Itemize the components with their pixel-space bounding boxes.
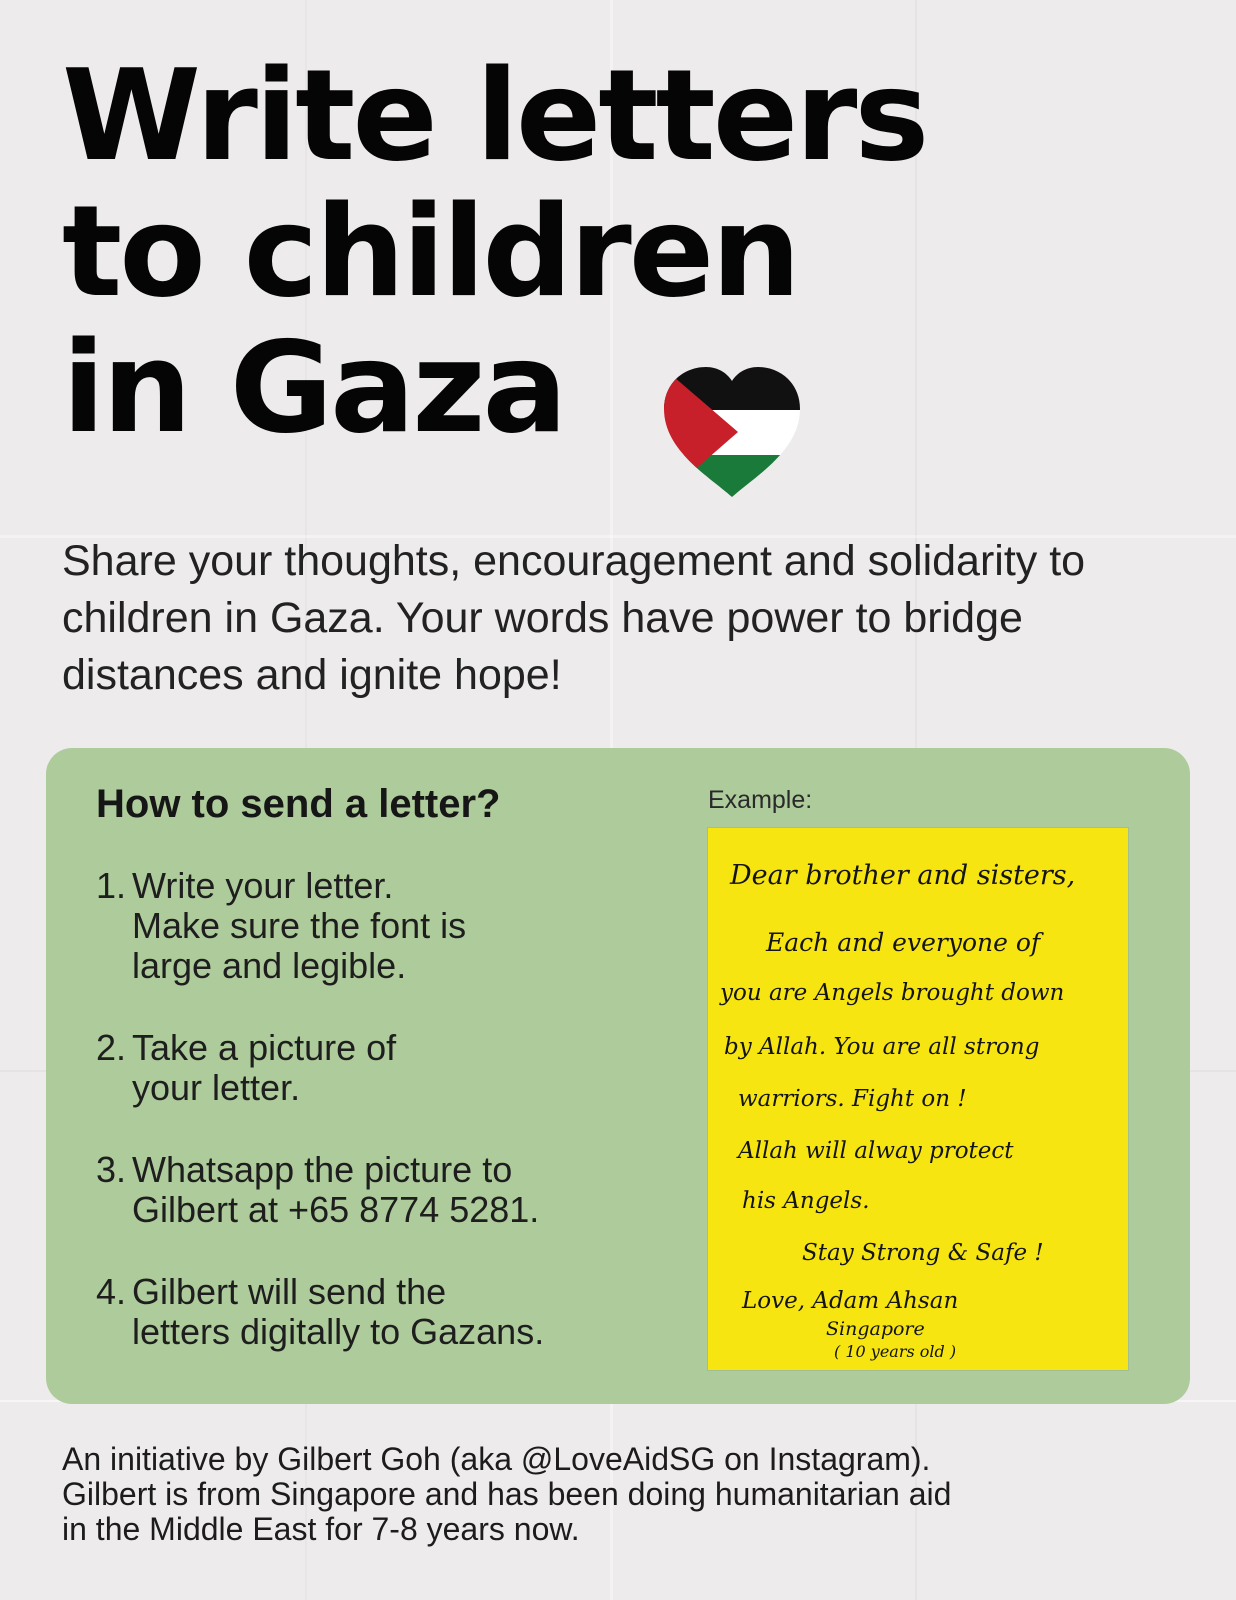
letter-line: Singapore (826, 1318, 925, 1340)
headline-line-1: Write letters (62, 42, 927, 189)
step-item (96, 1150, 666, 1230)
step-item (96, 1272, 666, 1352)
letter-line: Stay Strong & Safe ! (802, 1240, 1044, 1266)
letter-line: Allah will alway protect (738, 1138, 1014, 1164)
letter-line: Each and everyone of (766, 928, 1041, 957)
panel-title: How to send a letter? (96, 782, 501, 826)
letter-line: warriors. Fight on ! (738, 1086, 967, 1112)
letter-line: ( 10 years old ) (834, 1342, 957, 1361)
step-text: Write your letter. (132, 865, 394, 906)
headline-line-2: to children (62, 178, 798, 325)
step-text: Take a picture of (132, 1027, 397, 1068)
step-number: 3. (96, 1149, 127, 1190)
step-number: 4. (96, 1271, 127, 1312)
step-text: your letter. (132, 1067, 301, 1108)
step-text: Whatsapp the picture to (132, 1149, 513, 1190)
footer-line: in the Middle East for 7-8 years now. (62, 1511, 580, 1547)
step-text: large and legible. (132, 945, 407, 986)
headline-line-3: in Gaza (62, 314, 565, 461)
step-number: 1. (96, 865, 127, 906)
step-text: Make sure the font is (132, 905, 467, 946)
letter-line: his Angels. (742, 1188, 870, 1214)
step-text: letters digitally to Gazans. (132, 1311, 545, 1352)
palestine-flag-heart-icon (660, 365, 804, 500)
instructions-panel (46, 748, 1190, 1404)
letter-line: Dear brother and sisters, (730, 860, 1076, 891)
step-item (96, 1028, 666, 1108)
example-letter-photo (708, 828, 1128, 1370)
example-label: Example: (708, 786, 813, 814)
letter-line: Love, Adam Ahsan (742, 1288, 959, 1314)
footer-line: An initiative by Gilbert Goh (aka @LoveAidSG on Instagram). (62, 1441, 931, 1477)
step-text: Gilbert will send the (132, 1271, 447, 1312)
footer-line: Gilbert is from Singapore and has been doing humanitarian aid (62, 1476, 952, 1512)
letter-line: by Allah. You are all strong (724, 1034, 1040, 1060)
letter-line: you are Angels brought down (720, 980, 1065, 1006)
intro-text: Share your thoughts, encouragement and solidarity to children in Gaza. Your words have power to bridge distances and ignite hope! (62, 537, 1086, 699)
step-item (96, 866, 666, 986)
step-text: Gilbert at +65 8774 5281. (132, 1189, 540, 1230)
steps-list (96, 866, 666, 1394)
step-number: 2. (96, 1027, 127, 1068)
footer-note (62, 1442, 1182, 1547)
